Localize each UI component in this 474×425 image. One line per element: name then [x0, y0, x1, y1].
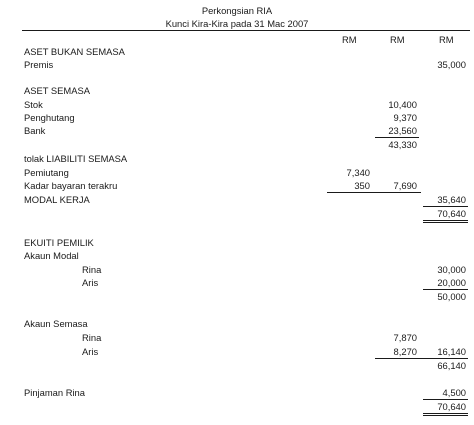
underline-aset-semasa — [375, 137, 419, 138]
label-modal-aris: Aris — [82, 277, 99, 288]
total-aset-semasa: 43,330 — [388, 139, 417, 150]
label-penghutang: Penghutang — [24, 112, 75, 123]
underline-liabiliti — [327, 192, 421, 193]
col-header-1: RM — [342, 34, 357, 45]
value-modal-kerja: 35,640 — [437, 194, 466, 205]
value-modal-rina: 30,000 — [437, 264, 466, 275]
underline-modal-kerja — [423, 206, 468, 207]
label-semasa-aris: Aris — [82, 346, 99, 357]
title-underline — [22, 30, 470, 31]
label-modal-rina: Rina — [82, 264, 102, 275]
double-underline-2a — [423, 413, 468, 414]
label-akaun-modal: Akaun Modal — [24, 250, 79, 261]
value-pinjaman-rina: 4,500 — [442, 387, 466, 398]
label-kadar-bayaran-terakru: Kadar bayaran terakru — [24, 180, 118, 191]
label-akaun-semasa: Akaun Semasa — [24, 318, 88, 329]
label-stok: Stok — [24, 99, 43, 110]
section-aset-bukan-semasa: ASET BUKAN SEMASA — [24, 46, 125, 57]
underline-pinjaman — [423, 399, 468, 400]
label-pinjaman-rina: Pinjaman Rina — [24, 387, 85, 398]
label-premis: Premis — [24, 59, 54, 70]
grand-total: 70,640 — [437, 401, 466, 412]
underline-akaun-semasa — [375, 358, 468, 359]
value-stok: 10,400 — [388, 99, 417, 110]
value-semasa-rina: 7,870 — [393, 332, 417, 343]
label-bank: Bank — [24, 125, 46, 136]
section-ekuiti-pemilik: EKUITI PEMILIK — [24, 237, 94, 248]
double-underline-2b — [423, 415, 468, 416]
total-akaun-modal: 50,000 — [437, 291, 466, 302]
company-name: Perkongsian RIA — [201, 5, 273, 16]
double-underline-1b — [423, 222, 468, 223]
double-underline-1a — [423, 220, 468, 221]
value-bank: 23,560 — [388, 125, 417, 136]
total-liabiliti-semasa: 7,690 — [393, 180, 417, 191]
statement-title: Kunci Kira-Kira pada 31 Mac 2007 — [165, 18, 309, 29]
col-header-2: RM — [390, 34, 405, 45]
subtotal-akaun-semasa: 16,140 — [437, 346, 466, 357]
col-header-3: RM — [439, 34, 454, 45]
label-semasa-rina: Rina — [82, 332, 102, 343]
underline-akaun-modal — [423, 289, 468, 290]
value-premis: 35,000 — [437, 59, 466, 70]
section-aset-semasa: ASET SEMASA — [24, 85, 90, 96]
value-kadar-bayaran: 350 — [354, 180, 370, 191]
total-ekuiti-subtotal: 66,140 — [437, 360, 466, 371]
total-aset-bersih: 70,640 — [437, 208, 466, 219]
value-modal-aris: 20,000 — [437, 277, 466, 288]
label-modal-kerja: MODAL KERJA — [24, 194, 90, 205]
value-penghutang: 9,370 — [393, 112, 417, 123]
value-pemiutang: 7,340 — [346, 167, 370, 178]
value-semasa-aris: 8,270 — [393, 346, 417, 357]
section-liabiliti-semasa: tolak LIABILITI SEMASA — [24, 153, 128, 164]
label-pemiutang: Pemiutang — [24, 167, 69, 178]
